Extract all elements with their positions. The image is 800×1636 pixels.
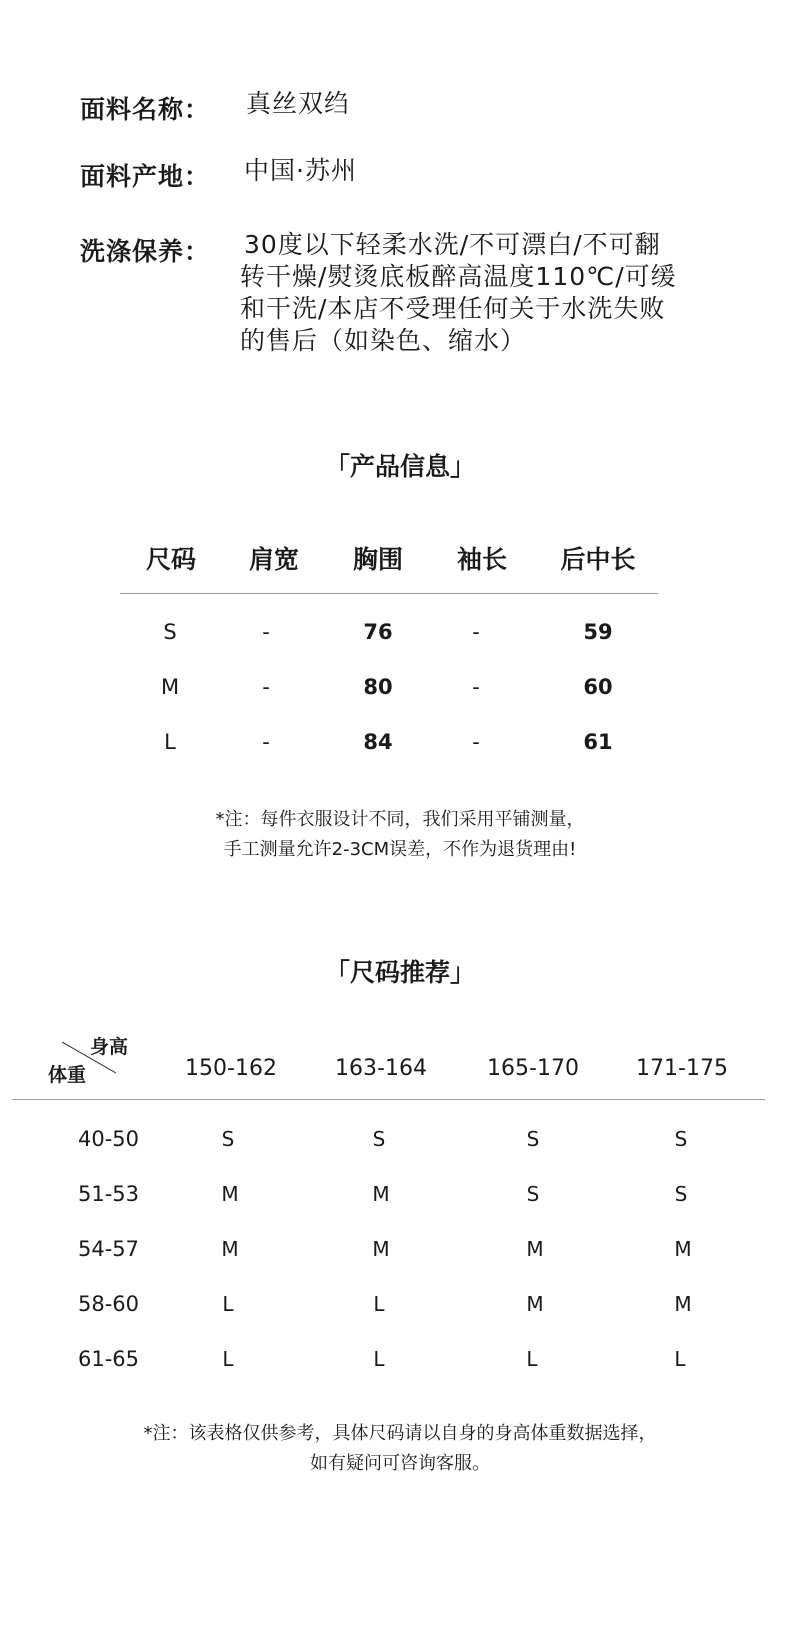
note-line: 如有疑问可咨询客服。 [310,1453,490,1474]
table-cell: 59 [583,620,613,644]
corner-weight-label: 体重 [48,1064,87,1086]
weight-label: 40-50 [78,1127,140,1151]
recommend-note [0,1419,800,1479]
table-cell: L [164,730,176,754]
size-cell: M [526,1292,544,1316]
header-shoulder: 肩宽 [248,545,299,574]
size-cell: M [221,1182,239,1206]
fabric-name-value: 真丝双绉 [246,89,351,118]
table-cell: - [262,730,270,754]
table-cell: 80 [363,675,393,699]
product-info-title: 「产品信息」 [324,452,475,481]
product-table-divider [120,593,658,594]
table-cell: 76 [363,620,393,644]
size-cell: M [221,1237,239,1261]
size-cell: M [674,1237,692,1261]
table-cell: - [472,730,480,754]
size-cell: L [373,1292,385,1316]
care-label: 洗涤保养： [80,237,211,266]
size-cell: L [373,1347,385,1371]
care-line: 30度以下轻柔水洗/不可漂白/不可翻 [244,230,661,259]
corner-diagonal-line [60,1040,120,1076]
height-header: 165-170 [487,1056,579,1081]
size-cell: L [674,1347,686,1371]
size-cell: M [372,1237,390,1261]
fabric-name-label: 面料名称： [80,95,211,124]
care-line: 的售后（如染色、缩水） [240,326,527,355]
product-note [0,805,800,865]
corner-height-label: 身高 [90,1036,129,1058]
size-cell: S [221,1127,235,1151]
size-cell: L [222,1292,234,1316]
table-cell: - [472,620,480,644]
height-header: 150-162 [185,1056,277,1081]
size-cell: M [372,1182,390,1206]
size-recommend-title: 「尺码推荐」 [324,958,475,987]
weight-label: 61-65 [78,1347,140,1371]
size-cell: L [222,1347,234,1371]
care-text [240,229,710,357]
care-line: 和干洗/本店不受理任何关于水洗失败 [240,294,666,323]
recommend-table-divider [12,1099,765,1100]
note-line: *注：每件衣服设计不同，我们采用平铺测量， [215,809,585,830]
weight-label: 54-57 [78,1237,140,1261]
care-line: 转干燥/熨烫底板醉高温度110℃/可缓 [240,262,677,291]
weight-label: 51-53 [78,1182,140,1206]
size-cell: S [372,1127,386,1151]
size-cell: S [674,1182,688,1206]
size-cell: M [674,1292,692,1316]
height-header: 163-164 [335,1056,427,1081]
size-cell: S [674,1127,688,1151]
table-cell: 60 [583,675,613,699]
size-cell: M [526,1237,544,1261]
weight-label: 58-60 [78,1292,140,1316]
size-cell: L [526,1347,538,1371]
table-cell: - [472,675,480,699]
table-cell: M [160,675,180,699]
size-cell: S [526,1127,540,1151]
height-header: 171-175 [636,1056,728,1081]
header-sleeve: 袖长 [456,545,507,574]
header-size: 尺码 [145,545,196,574]
table-cell: 61 [583,730,613,754]
table-cell: - [262,620,270,644]
table-cell: - [262,675,270,699]
note-line: *注：该表格仅供参考，具体尺码请以自身的身高体重数据选择， [143,1423,657,1444]
table-cell: S [163,620,177,644]
header-chest: 胸围 [352,545,403,574]
header-back-length: 后中长 [560,545,636,574]
size-cell: S [526,1182,540,1206]
table-cell: 84 [363,730,393,754]
fabric-origin-value: 中国·苏州 [244,156,357,185]
fabric-origin-label: 面料产地： [80,162,211,191]
note-line: 手工测量允许2-3CM误差，不作为退货理由! [223,839,577,860]
